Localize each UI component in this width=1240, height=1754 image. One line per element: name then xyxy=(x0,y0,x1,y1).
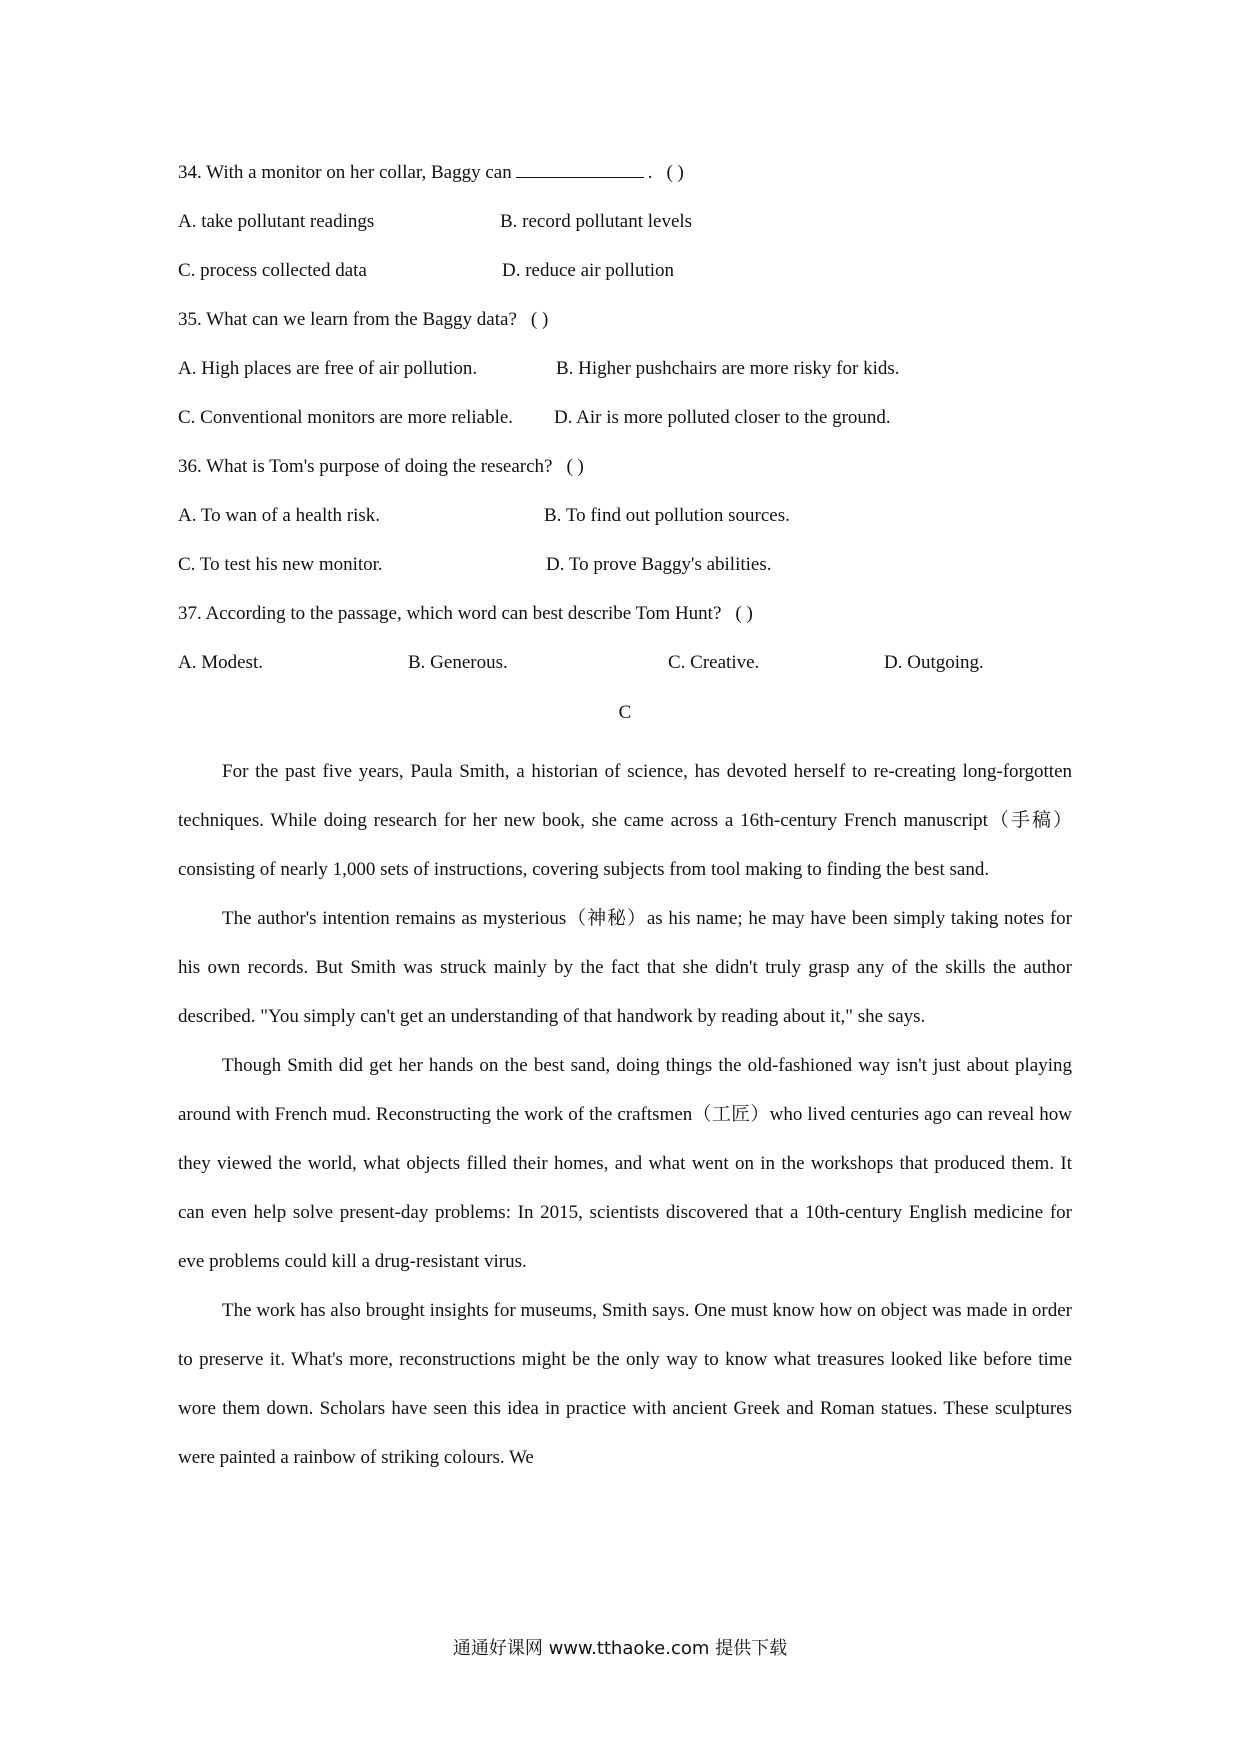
answer-paren: ( ) xyxy=(735,603,753,624)
question-34-options-row-2 xyxy=(178,256,1072,305)
question-36-options-row-2 xyxy=(178,550,1072,599)
exam-page xyxy=(178,0,1072,1754)
question-37-stem xyxy=(178,599,1072,648)
option-b: B. Higher pushchairs are more risky for kids. xyxy=(556,358,900,379)
answer-paren: ( ) xyxy=(530,309,549,330)
answer-blank xyxy=(516,176,644,178)
section-label: C xyxy=(618,702,632,723)
question-35-options-row-1 xyxy=(178,354,1072,403)
option-d: D. reduce air pollution xyxy=(502,260,675,281)
question-36-stem xyxy=(178,452,1072,501)
question-35-stem xyxy=(178,305,1072,354)
option-a: A. Modest. xyxy=(178,652,263,673)
passage-paragraph: The author's intention remains as mysterious（神秘）as his name; he may have been simply taking notes for his own records. But Smith was struck mainly by the fact that she didn't truly grasp any of the skills the author described. "You simply can't get an understanding of that handwork by reading about it," she says. xyxy=(178,908,1072,1027)
option-c: C. Conventional monitors are more reliable. xyxy=(178,407,514,428)
option-a: A. take pollutant readings xyxy=(178,211,375,232)
option-c: C. Creative. xyxy=(668,652,760,673)
option-a: A. To wan of a health risk. xyxy=(178,505,380,526)
answer-paren: ( ) xyxy=(566,456,584,477)
answer-paren: ( ) xyxy=(666,162,684,183)
option-b: B. record pollutant levels xyxy=(500,211,693,232)
question-36-options-row-1 xyxy=(178,501,1072,550)
passage-paragraph: For the past five years, Paula Smith, a historian of science, has devoted herself to re-creating long-forgotten techniques. While doing research for her new book, she came across a 16th-century French manuscript（手稿）consisting of nearly 1,000 sets of instructions, covering subjects from tool making to finding the best sand. xyxy=(178,761,1072,880)
question-stem: 35. What can we learn from the Baggy data? xyxy=(178,309,517,330)
question-34-stem: 34. With a monitor on her collar, Baggy can . ( ) xyxy=(178,162,684,183)
page-footer: 通通好课网 www.tthaoke.com 提供下载 xyxy=(452,1638,788,1659)
question-stem: 37. According to the passage, which word can best describe Tom Hunt? xyxy=(178,603,722,624)
question-block xyxy=(178,158,1072,697)
option-d: D. Air is more polluted closer to the ground. xyxy=(554,407,891,428)
option-b: B. Generous. xyxy=(408,652,508,673)
question-35-options-row-2 xyxy=(178,403,1072,452)
passage-paragraph: Though Smith did get her hands on the best sand, doing things the old-fashioned way isn't just about playing around with French mud. Reconstructing the work of the craftsmen（工匠）who lived centuries ago can reveal how they viewed the world, what objects filled their homes, and what went on in the workshops that produced them. It can even help solve present-day problems: In 2015, scientists discovered that a 10th-century English medicine for eve problems could kill a drug-resistant virus. xyxy=(178,1055,1072,1272)
option-c: C. process collected data xyxy=(178,260,367,281)
passage-paragraph: The work has also brought insights for museums, Smith says. One must know how on object was made in order to preserve it. What's more, reconstructions might be the only way to know what treasures looked like before time wore them down. Scholars have seen this idea in practice with ancient Greek and Roman statues. These sculptures were painted a rainbow of striking colours. We xyxy=(178,1300,1072,1468)
option-a: A. High places are free of air pollution. xyxy=(178,358,478,379)
question-37-options-row xyxy=(178,648,1072,697)
question-34-options-row-1 xyxy=(178,207,1072,256)
option-d: D. Outgoing. xyxy=(884,652,984,673)
option-b: B. To find out pollution sources. xyxy=(544,505,790,526)
option-c: C. To test his new monitor. xyxy=(178,554,383,575)
question-stem: 36. What is Tom's purpose of doing the research? xyxy=(178,456,553,477)
question-stem: 34. With a monitor on her collar, Baggy can xyxy=(178,162,512,183)
option-d: D. To prove Baggy's abilities. xyxy=(546,554,772,575)
reading-passage xyxy=(178,747,1072,1482)
